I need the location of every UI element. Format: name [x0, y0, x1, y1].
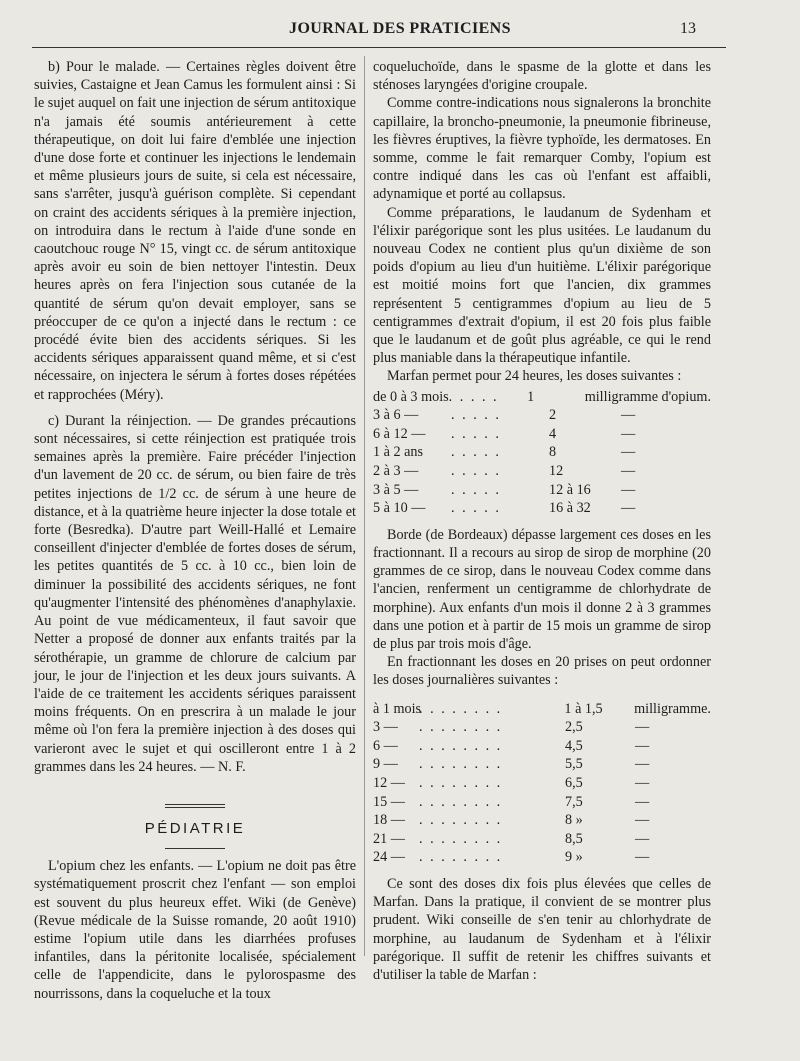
- page-number: 13: [680, 20, 696, 37]
- dose-row: [373, 755, 711, 774]
- column-separator: [364, 56, 365, 956]
- dose-age: 24 —: [373, 849, 405, 866]
- dose-leader: . . . . .: [451, 463, 501, 480]
- dose-age: 9 —: [373, 756, 398, 773]
- dose-row: [373, 406, 711, 425]
- dose-unit: milligramme d'opium.: [584, 388, 711, 405]
- dose-value: 8,5: [565, 830, 583, 847]
- dose-age: 15 —: [373, 793, 405, 810]
- paragraph-conclusion: Ce sont des doses dix fois plus élevées que celles de Marfan. Dans la pratique, il convient de se montrer plus prudent. Wiki conseille de s'en tenir au chlorhydrate de morphine, au laudanum de Sydenham et à l'élixir parégorique. Il suffit de retenir les chiffres suivants et d'utiliser la table de Marfan :: [373, 875, 711, 983]
- dose-age: 2 à 3 —: [373, 463, 419, 480]
- dose-leader: . . . . . . . .: [419, 719, 503, 736]
- dose-row: [373, 462, 711, 481]
- dose-value: 4,5: [565, 737, 583, 754]
- dose-value: 8: [549, 444, 557, 461]
- dose-unit: —: [635, 793, 650, 810]
- section-heading: [34, 804, 356, 849]
- right-column: [373, 58, 711, 984]
- dose-age: 1 à 2 ans: [373, 444, 424, 461]
- dose-row: [373, 388, 711, 407]
- dose-leader: . . . . . . . .: [419, 812, 503, 829]
- dose-row: [373, 811, 711, 830]
- dose-leader: . . . . .: [451, 407, 501, 424]
- dose-leader: . . . . . . . .: [419, 737, 503, 754]
- dose-leader: . . . . . . . .: [419, 756, 503, 773]
- dose-age: 6 à 12 —: [373, 425, 426, 442]
- dose-age: 6 —: [373, 737, 398, 754]
- dose-age: 3 à 5 —: [373, 481, 419, 498]
- running-header: [0, 20, 800, 42]
- paragraph-pour-le-malade: b) Pour le malade. — Certaines règles doivent être suivies, Castaigne et Jean Camus les formulent ainsi : Si le sujet auquel on fait une injection de sérum antitoxique n'a jamais été soumis antérieurement à cette thérapeutique, on doit lui faire d'emblée une injection d'une dose forte et continuer les injections le lendemain et même plusieurs jours de suite, si cela est nécessaire, sans s'arrêter, jusqu'à guérison complète. Si cependant on craint des accidents sériques à la première injection, on introduira dans le rectum à l'aide d'une sonde en caoutchouc rouge N° 15, vingt cc. de sérum antitoxique après avoir eu soin de bien nettoyer l'intestin. Deux heures après on fera l'injection sous cutanée de la quantité de sérum qu'on devait employer, sans se préoccuper de ce qu'on a injecté dans le rectum : ce procédé évite bien des accidents sériques. Si les accidents sériques apparaissent quand même, et si c'est nécessaire, on injectera le sérum à fortes doses répétées et rapprochées (Méry).: [34, 59, 356, 403]
- dose-unit: —: [635, 737, 650, 754]
- journal-title: JOURNAL DES PRATICIENS: [289, 20, 511, 37]
- dose-age: 12 —: [373, 775, 405, 792]
- dose-row: [373, 481, 711, 500]
- dose-value: 16 à 32: [549, 500, 591, 517]
- dose-age: 3 —: [373, 719, 398, 736]
- dose-unit: —: [635, 849, 650, 866]
- dose-row: [373, 425, 711, 444]
- dose-leader: . . . . .: [451, 500, 501, 517]
- dose-leader: . . . . .: [451, 444, 501, 461]
- dose-value: 9 »: [565, 849, 583, 866]
- paragraph-coqueluchoide: coqueluchoïde, dans le spasme de la glotte et dans les sténoses laryngées d'origine croupale.: [373, 59, 711, 94]
- dose-value: 6,5: [565, 775, 583, 792]
- dose-value: 2: [549, 407, 557, 424]
- dose-value: 2,5: [565, 719, 583, 736]
- header-rule: [32, 47, 726, 48]
- dose-age: de 0 à 3 mois: [373, 388, 449, 405]
- dose-leader: . . . . .: [448, 388, 499, 405]
- dose-unit: —: [635, 719, 650, 736]
- dose-unit: milligramme.: [634, 700, 711, 717]
- section-rule-top: [165, 804, 225, 808]
- dose-leader: . . . . . . . .: [419, 775, 503, 792]
- dose-value: 12: [549, 463, 564, 480]
- dose-unit: —: [635, 775, 650, 792]
- dose-unit: —: [621, 463, 636, 480]
- paragraph-opium-enfants: L'opium chez les enfants. — L'opium ne doit pas être systématiquement proscrit chez l'enfant — son emploi est souvent du plus heureux effet. Wiki (de Genève) (Revue médicale de la Suisse romande, 20 août 1910) estime l'opium utile dans les diarrhées profuses infantiles, dans la péritonite localisée, spécialement celle de l'appendicite, dans le pylorospasme des nourrissons, dans la coqueluche et la toux: [34, 858, 356, 1002]
- dose-unit: —: [635, 830, 650, 847]
- dose-unit: —: [635, 756, 650, 773]
- paragraph-contre-indications: Comme contre-indications nous signalerons la bronchite capillaire, la broncho-pneumonie, la pneumonie fibrineuse, les fièvres éruptives, la fièvre typhoïde, les dermatoses. En somme, comme le fait remarquer Comby, l'opium est contre indiqué dans les cas où l'enfant est affaibli, adynamique et porté au collapsus.: [373, 95, 711, 203]
- paragraph-durant-reinjection: c) Durant la réinjection. — De grandes précautions sont nécessaires, si cette réinjection est pratiquée trois semaines après la première. Faire précéder l'injection d'un lavement de 20 cc. de sérum, ou bien faire de très petites injections de 1/2 cc. de sérum à une heure de distance, et à la quatrième heure injecter la dose totale et forte (Besredka). D'autre part Weill-Hallé et Lemaire conseillent d'injecter d'emblée de fortes doses de sérum, les petites quantités de 5 cc. à 10 cc., bien loin de diminuer la possibilité des accidents sériques, ne font qu'augmenter l'intensité des phénomènes d'anaphylaxie. Au point de vue médicamenteux, il faut savoir que Netter a proposé de donner aux enfants traités par la sérothérapie, un gramme de chlorure de calcium par jour, le jour de l'injection et les deux jours suivants. A l'aide de ce traitement les accidents sériques paraissent moins fréquents. On en prescrira à un malade le jour même où l'on fera la première injection à des doses qui varieront avec le sujet et qui oscilleront entre 1 à 2 grammes dans les 24 heures. — N. F.: [34, 412, 356, 775]
- dose-value: 8 »: [565, 812, 583, 829]
- paragraph-borde: Borde (de Bordeaux) dépasse largement ces doses en les fractionnant. Il a recours au sirop de sirop de morphine (20 grammes de ce sirop, dans le nouveau Codex comme dans l'ancien, renferment un centigramme de chlorhydrate de morphine). Aux enfants d'un mois il donne 2 à 3 grammes dans une potion et à partir de 15 mois un gramme de sirop de plus par trois mois d'âge.: [373, 526, 711, 653]
- dose-row: [373, 830, 711, 849]
- dose-value: 7,5: [565, 793, 583, 810]
- dose-age: 5 à 10 —: [373, 500, 426, 517]
- section-title: PÉDIATRIE: [144, 819, 246, 837]
- dose-row: [373, 499, 711, 518]
- dose-value: 1 à 1,5: [564, 700, 603, 717]
- section-rule-bottom: [165, 848, 225, 849]
- paragraph-preparations: Comme préparations, le laudanum de Sydenham et l'élixir parégorique sont les plus usitées. Le laudanum du nouveau Codex ne contient plus qu'un dixième de son poids d'opium au lieu d'un huitième. L'élixir parégorique est moitié moins fort que l'ancien, dix grammes représentent 5 centigrammes d'opium au lieu de 5 centigrammes d'extrait d'opium, il est 20 fois plus faible que le laudanum et de goût plus agréable, ce qui le rend plus maniable dans la thérapeutique infantile.: [373, 204, 711, 367]
- dose-row: [373, 793, 711, 812]
- marfan-dose-table: [373, 388, 711, 518]
- left-column: [34, 58, 356, 1003]
- dose-unit: —: [621, 407, 636, 424]
- dose-leader: . . . . .: [451, 425, 501, 442]
- dose-age: à 1 mois: [373, 700, 422, 717]
- dose-leader: . . . . .: [451, 481, 501, 498]
- dose-unit: —: [621, 481, 636, 498]
- dose-unit: —: [635, 812, 650, 829]
- dose-row: [373, 848, 711, 867]
- dose-value: 1: [527, 388, 535, 405]
- paragraph-marfan-intro: Marfan permet pour 24 heures, les doses suivantes :: [387, 368, 682, 385]
- dose-leader: . . . . . . . .: [419, 849, 503, 866]
- dose-row: [373, 443, 711, 462]
- dose-unit: —: [621, 425, 636, 442]
- paragraph-fractionnant: En fractionnant les doses en 20 prises on peut ordonner les doses journalières suivantes :: [373, 654, 711, 689]
- dose-unit: —: [621, 500, 636, 517]
- dose-leader: . . . . . . . .: [419, 793, 503, 810]
- dose-row: [373, 718, 711, 737]
- dose-value: 4: [549, 425, 557, 442]
- dose-row: [373, 700, 711, 719]
- dose-leader: . . . . . . . .: [419, 830, 503, 847]
- dose-leader: . . . . . . . .: [419, 700, 503, 717]
- dose-row: [373, 737, 711, 756]
- dose-age: 3 à 6 —: [373, 407, 419, 424]
- dose-age: 21 —: [373, 830, 405, 847]
- dose-row: [373, 774, 711, 793]
- dose-value: 12 à 16: [549, 481, 591, 498]
- borde-dose-table: [373, 700, 711, 867]
- dose-value: 5,5: [565, 756, 583, 773]
- dose-age: 18 —: [373, 812, 405, 829]
- dose-unit: —: [621, 444, 636, 461]
